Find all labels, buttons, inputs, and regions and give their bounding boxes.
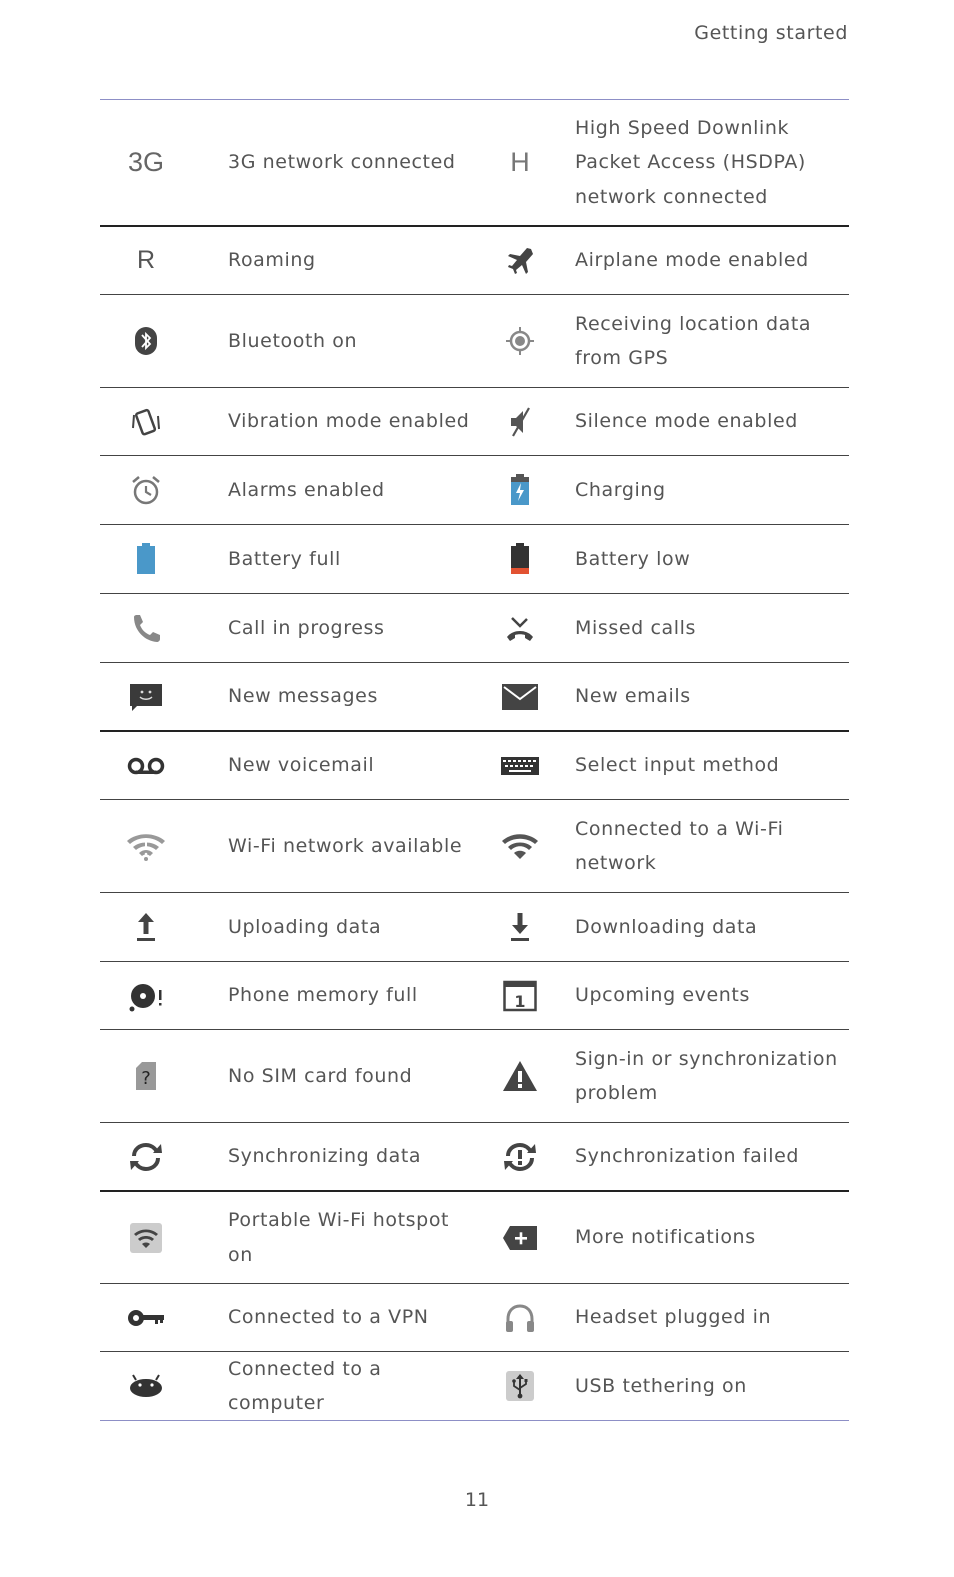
row-label: Missed calls <box>575 616 697 639</box>
sync-icon <box>100 1142 192 1172</box>
table-row <box>100 663 849 732</box>
svg-text:1: 1 <box>514 991 526 1011</box>
table-row <box>100 893 849 962</box>
table-row <box>100 1284 849 1352</box>
row-label: Charging <box>575 478 666 501</box>
table-row <box>100 227 849 295</box>
row-label: Silence mode enabled <box>575 410 798 433</box>
page-number: 11 <box>464 1489 490 1511</box>
table-row <box>100 594 849 663</box>
row-label: New messages <box>228 685 378 708</box>
gps-icon <box>473 326 567 356</box>
table-row <box>100 1352 849 1420</box>
table-row <box>100 388 849 456</box>
3g-icon: 3G <box>127 147 165 177</box>
row-label: Uploading data <box>228 915 382 938</box>
row-label: Roaming <box>228 249 316 272</box>
missed-call-icon <box>473 613 567 643</box>
row-label: Connected to a computer <box>228 1357 382 1414</box>
section-header: Getting started <box>694 22 848 44</box>
row-label: No SIM card found <box>228 1064 413 1087</box>
status-icon-table <box>100 99 849 1421</box>
row-label: Portable Wi-Fi hotspot on <box>228 1209 450 1266</box>
row-label: Airplane mode enabled <box>575 249 809 272</box>
table-row <box>100 100 849 227</box>
alarm-icon <box>100 474 192 506</box>
call-icon <box>100 612 192 644</box>
message-icon <box>100 682 192 712</box>
row-label: Receiving location data from GPS <box>575 312 812 369</box>
table-row <box>100 800 849 893</box>
table-row <box>100 1030 849 1123</box>
no-sim-icon <box>100 1062 192 1090</box>
battery-low-icon <box>473 543 567 575</box>
row-label: More notifications <box>575 1226 756 1249</box>
row-label: Alarms enabled <box>228 478 385 501</box>
airplane-icon <box>473 246 567 276</box>
row-label: Upcoming events <box>575 984 750 1007</box>
row-label: Vibration mode enabled <box>228 410 470 433</box>
table-row <box>100 525 849 594</box>
memory-full-icon <box>100 980 192 1012</box>
wifi-connected-icon <box>473 831 567 861</box>
row-label: High Speed Downlink Packet Access (HSDPA) network connected <box>575 116 806 208</box>
bluetooth-icon <box>100 326 192 356</box>
voicemail-icon <box>100 756 192 776</box>
row-label: Connected to a VPN <box>228 1306 429 1329</box>
table-row <box>100 456 849 525</box>
row-label: Sign-in or synchronization problem <box>575 1047 838 1104</box>
sync-failed-icon <box>473 1142 567 1172</box>
battery-full-icon <box>100 543 192 575</box>
hotspot-icon <box>100 1223 192 1253</box>
usb-tethering-icon <box>473 1371 567 1401</box>
table-row <box>100 1192 849 1284</box>
silent-icon <box>473 406 567 438</box>
download-icon <box>473 911 567 943</box>
roaming-icon: R <box>136 246 156 274</box>
table-row <box>100 1123 849 1192</box>
row-label: Call in progress <box>228 616 385 639</box>
charging-icon <box>473 474 567 506</box>
more-notifications-icon <box>473 1225 567 1251</box>
row-label: USB tethering on <box>575 1374 747 1397</box>
table-row <box>100 732 849 800</box>
row-label: Downloading data <box>575 915 758 938</box>
row-label: Wi-Fi network available <box>228 834 463 857</box>
row-label: Synchronization failed <box>575 1145 800 1168</box>
row-label: Headset plugged in <box>575 1306 772 1329</box>
table-row <box>100 962 849 1030</box>
vibration-icon <box>100 406 192 438</box>
row-label: Battery full <box>228 547 341 570</box>
computer-connected-icon <box>100 1374 192 1398</box>
calendar-icon <box>473 980 567 1012</box>
row-label: Select input method <box>575 754 780 777</box>
row-label: New voicemail <box>228 754 375 777</box>
row-label: Battery low <box>575 547 691 570</box>
row-label: Connected to a Wi-Fi network <box>575 817 784 874</box>
vpn-key-icon <box>100 1307 192 1329</box>
email-icon <box>473 683 567 711</box>
row-label: Bluetooth on <box>228 329 358 352</box>
row-label: Phone memory full <box>228 984 418 1007</box>
row-label: New emails <box>575 685 691 708</box>
row-label: Synchronizing data <box>228 1145 422 1168</box>
table-row <box>100 295 849 388</box>
keyboard-icon <box>473 756 567 776</box>
svg-text:?: ? <box>141 1068 151 1089</box>
wifi-available-icon <box>100 830 192 862</box>
row-label: 3G network connected <box>228 151 456 174</box>
hsdpa-icon: H <box>510 147 530 177</box>
upload-icon <box>100 911 192 943</box>
warning-icon <box>473 1060 567 1092</box>
headset-icon <box>473 1303 567 1333</box>
